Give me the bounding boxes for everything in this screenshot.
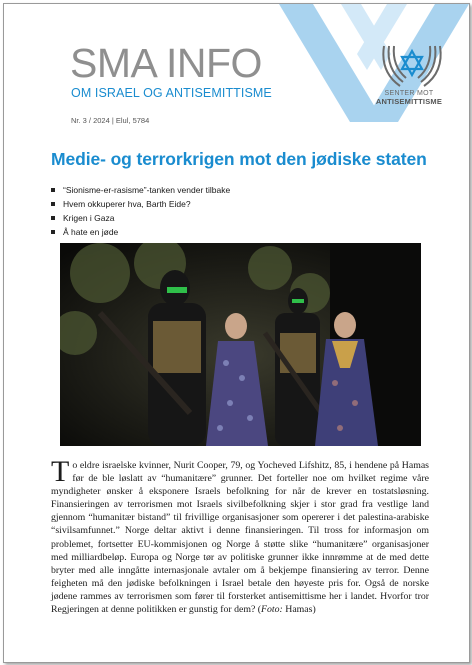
table-of-contents (51, 183, 230, 239)
toc-item[interactable]: “Sionisme-er-rasisme”-tanken vender tilbake (51, 183, 230, 197)
toc-item[interactable]: Hvem okkuperer hva, Barth Eide? (51, 197, 230, 211)
bullet-icon (51, 230, 55, 234)
toc-item[interactable]: Å hate en jøde (51, 225, 230, 239)
organization-name: SENTER MOT ANTISEMITTISME (375, 90, 443, 106)
article-photo (60, 243, 421, 446)
drop-cap: T (51, 455, 70, 488)
photo-credit-label: Foto: (261, 604, 283, 616)
bullet-icon (51, 188, 55, 192)
bullet-icon (51, 216, 55, 220)
issue-info: Nr. 3 / 2024 | Elul, 5784 (71, 116, 150, 125)
bullet-icon (51, 202, 55, 206)
magazine-title: SMA INFO (70, 40, 262, 86)
page-headline: Medie- og terrorkrigen mot den jødiske staten (51, 149, 427, 169)
toc-item[interactable]: Krigen i Gaza (51, 211, 230, 225)
article-body: To eldre israelske kvinner, Nurit Cooper, 79, og Yocheved Lifshitz, 85, i hendene på Hamas før de ble løslatt av “humanitære” grunner. Det forteller noe om hvilket regime våre myndigheter ønsker å eksponere Israels befolkning for når de krever en tostatsløsning. Finansieringen av terrorismen mot Israels sivilbefolkning skjer i stor grad fra vestlige land gjennom “humanitær bistand” til frivillige organisasjoner som opererer i det palestina-arabiske “sivilsamfunnet.” Norge deltar aktivt i denne finansieringen. Til tross for informasjon om problemet, fortsetter EU-kommisjonen og Norge å støtte slike “humanitære” organisasjoner med milliardbeløp. Europa og Norge tør av politiske grunner ikke innrømme at de med dette bryter med alle inngåtte internasjonale avtaler om å bekjempe finansiering av terror. Denne feigheten må den jødiske befolkningen i Israel betale den høyeste pris for. Også de norske jødene rammes av terrorismen som fører til forsterket antisemittisme her i landet. Hvorfor tror Regjeringen at denne politikken er gunstig for dem? (Foto: Hamas) (51, 455, 429, 616)
magazine-subtitle: OM ISRAEL OG ANTISEMITTISME (71, 86, 272, 100)
page (3, 3, 470, 663)
